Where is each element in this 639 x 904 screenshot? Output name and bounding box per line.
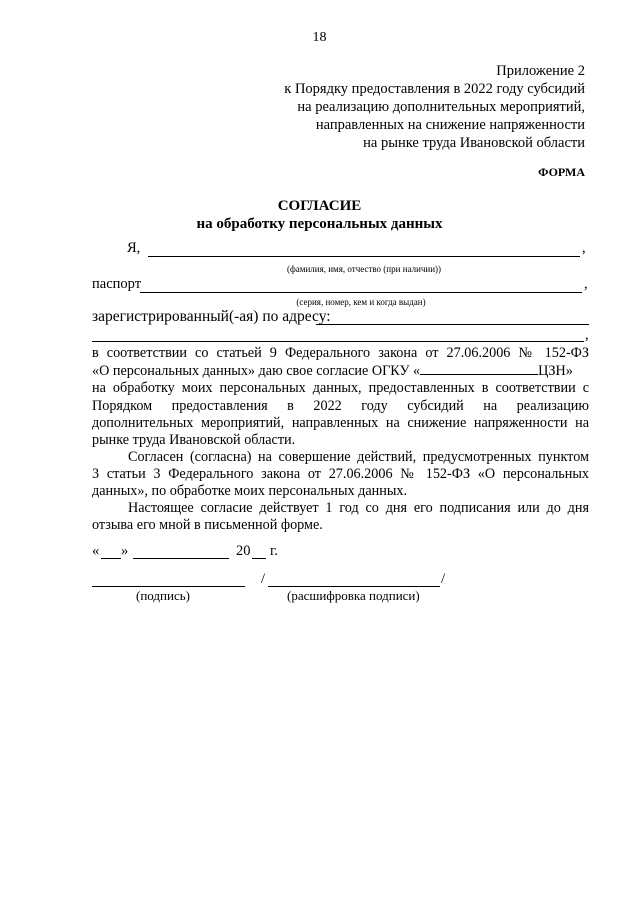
ogku-text: «О персональных данных» даю свое согласие ОГКУ « <box>92 363 421 380</box>
name-suffix: , <box>582 240 586 256</box>
name-caption: (фамилия, имя, отчество (при наличии)) <box>286 264 442 274</box>
address-continuation-suffix: , <box>585 327 589 343</box>
appendix-line: к Порядку предоставления в 2022 году субсидий <box>284 81 585 97</box>
text-line <box>92 362 589 380</box>
name-prefix: Я, <box>127 240 141 256</box>
page-number: 18 <box>312 30 327 45</box>
title-main: СОГЛАСИЕ <box>277 198 362 214</box>
czn-blank-line[interactable] <box>420 362 538 375</box>
text-line: отзыва его мной в письменной форме. <box>92 517 323 534</box>
title-sub: на обработку персональных данных <box>196 216 443 232</box>
address-prefix: зарегистрированный(-ая) по адресу: <box>92 308 331 325</box>
form-label: ФОРМА <box>538 165 585 179</box>
signature-slash-right: / <box>441 571 446 587</box>
passport-field-line[interactable] <box>140 292 582 293</box>
paragraph-validity <box>92 500 589 534</box>
date-year-field[interactable] <box>252 558 266 559</box>
appendix-header <box>284 62 585 152</box>
name-field-line[interactable] <box>148 256 580 257</box>
document-title <box>0 197 639 233</box>
decryption-caption: (расшифровка подписи) <box>287 588 420 603</box>
text-line: рынке труда Ивановской области. <box>92 432 296 449</box>
appendix-line: на реализацию дополнительных мероприятий, <box>297 99 585 115</box>
paragraph-actions <box>92 449 589 501</box>
date-day-field[interactable] <box>101 558 121 559</box>
passport-suffix: , <box>584 276 588 292</box>
text-line: данных», по обработке моих персональных данных. <box>92 483 408 500</box>
appendix-line: на рынке труда Ивановской области <box>363 135 585 151</box>
text-line: Согласен (согласна) на совершение действий, предусмотренных пунктом <box>128 449 589 465</box>
passport-prefix: паспорт <box>92 276 142 292</box>
signature-caption: (подпись) <box>136 588 190 603</box>
text-line: Настоящее согласие действует 1 год со дня его подписания или до дня <box>128 500 589 516</box>
date-year-prefix: 20 <box>236 543 251 559</box>
text-line: 3 статьи 3 Федерального закона от 27.06.2006 № 152-ФЗ «О персональных <box>92 466 589 483</box>
appendix-line: направленных на снижение напряженности <box>315 117 585 133</box>
address-field-line[interactable] <box>316 324 589 325</box>
passport-caption: (серия, номер, кем и когда выдан) <box>296 297 426 307</box>
czn-text: ЦЗН» <box>538 363 573 380</box>
paragraph-consent <box>92 345 589 449</box>
text-line: Порядком предоставления в 2022 году субсидий на реализацию <box>92 397 589 414</box>
signature-field[interactable] <box>92 586 245 587</box>
appendix-line: Приложение 2 <box>496 63 585 79</box>
text-line: дополнительных мероприятий, направленных на снижение напряженности на <box>92 414 589 431</box>
date-close-quote: » <box>121 543 129 559</box>
signature-slash-left: / <box>261 571 266 587</box>
date-month-field[interactable] <box>133 558 229 559</box>
date-year-suffix: г. <box>270 543 278 559</box>
text-line: на обработку моих персональных данных, предоставленных в соответствии с <box>92 380 589 397</box>
signature-decryption-field[interactable] <box>268 586 440 587</box>
text-line: в соответствии со статьей 9 Федерального закона от 27.06.2006 № 152-ФЗ <box>92 345 589 361</box>
address-continuation-line[interactable] <box>92 341 584 342</box>
date-open-quote: « <box>92 543 100 559</box>
